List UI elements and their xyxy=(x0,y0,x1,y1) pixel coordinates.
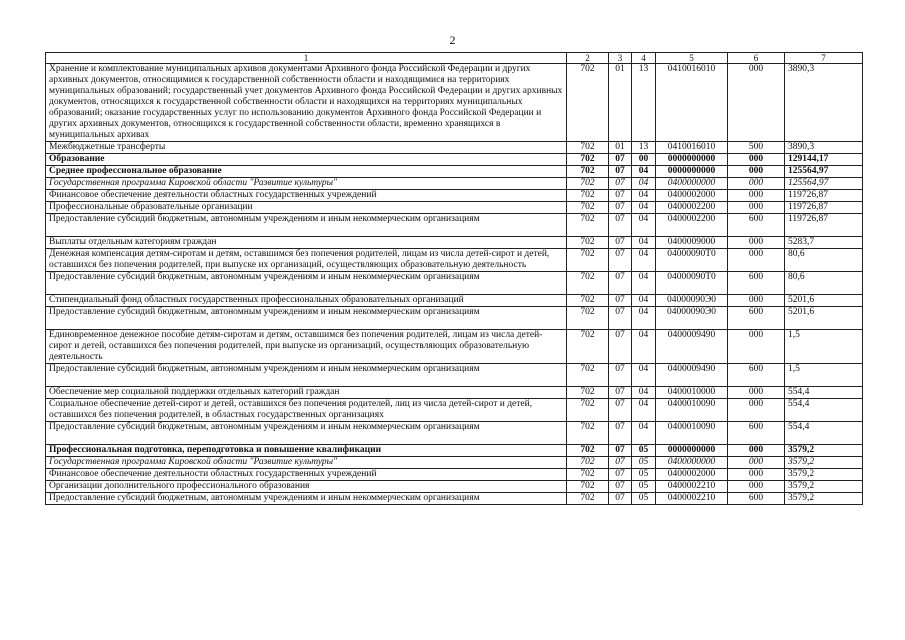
amount: 554,4 xyxy=(785,387,863,399)
column-header: 6 xyxy=(728,53,785,64)
column-header: 4 xyxy=(632,53,656,64)
item-name: Профессиональная подготовка, переподготовка и повышение квалификации xyxy=(46,445,567,457)
ministry-code: 702 xyxy=(567,64,609,142)
table-row xyxy=(46,237,863,249)
amount: 5283,7 xyxy=(785,237,863,249)
subsection-code: 05 xyxy=(632,481,656,493)
expense-type-code: 000 xyxy=(728,202,785,214)
target-article-code: 0400009490 xyxy=(656,330,728,364)
expense-type-code: 000 xyxy=(728,445,785,457)
section-code: 07 xyxy=(609,364,632,387)
section-code: 07 xyxy=(609,190,632,202)
target-article-code: 0400010000 xyxy=(656,387,728,399)
section-code: 07 xyxy=(609,307,632,330)
section-code: 07 xyxy=(609,399,632,422)
ministry-code: 702 xyxy=(567,445,609,457)
table-row xyxy=(46,364,863,387)
ministry-code: 702 xyxy=(567,399,609,422)
target-article-code: 0400002210 xyxy=(656,493,728,505)
table-row xyxy=(46,178,863,190)
subsection-code: 05 xyxy=(632,445,656,457)
table-row xyxy=(46,190,863,202)
column-header: 5 xyxy=(656,53,728,64)
amount: 80,6 xyxy=(785,272,863,295)
target-article-code: 04000090Э0 xyxy=(656,307,728,330)
target-article-code: 0410016010 xyxy=(656,64,728,142)
expense-type-code: 000 xyxy=(728,295,785,307)
amount: 119726,87 xyxy=(785,202,863,214)
target-article-code: 0400002200 xyxy=(656,202,728,214)
amount: 1,5 xyxy=(785,364,863,387)
column-header: 3 xyxy=(609,53,632,64)
ministry-code: 702 xyxy=(567,422,609,445)
table-row xyxy=(46,469,863,481)
target-article-code: 0400002210 xyxy=(656,481,728,493)
ministry-code: 702 xyxy=(567,307,609,330)
expense-type-code: 600 xyxy=(728,214,785,237)
amount: 129144,17 xyxy=(785,154,863,166)
subsection-code: 04 xyxy=(632,166,656,178)
item-name: Денежная компенсация детям-сиротам и детям, оставшимся без попечения родителей, лицам из числа детей-сирот и детей, оставшихся без попечения родителей, при выпуске их организаций, осуществляющих образовательную деятельность xyxy=(46,249,567,272)
section-code: 07 xyxy=(609,469,632,481)
subsection-code: 00 xyxy=(632,154,656,166)
amount: 554,4 xyxy=(785,422,863,445)
section-code: 07 xyxy=(609,481,632,493)
section-code: 07 xyxy=(609,249,632,272)
item-name: Межбюджетные трансферты xyxy=(46,142,567,154)
target-article-code: 0400002200 xyxy=(656,214,728,237)
table-row xyxy=(46,64,863,142)
subsection-code: 04 xyxy=(632,364,656,387)
section-code: 07 xyxy=(609,214,632,237)
subsection-code: 13 xyxy=(632,64,656,142)
table-row xyxy=(46,481,863,493)
ministry-code: 702 xyxy=(567,178,609,190)
target-article-code: 0410016010 xyxy=(656,142,728,154)
expense-type-code: 600 xyxy=(728,364,785,387)
target-article-code: 0400002000 xyxy=(656,469,728,481)
section-code: 07 xyxy=(609,202,632,214)
target-article-code: 0400000000 xyxy=(656,457,728,469)
subsection-code: 05 xyxy=(632,493,656,505)
ministry-code: 702 xyxy=(567,481,609,493)
expense-type-code: 600 xyxy=(728,493,785,505)
ministry-code: 702 xyxy=(567,272,609,295)
target-article-code: 04000090Э0 xyxy=(656,295,728,307)
item-name: Хранение и комплектование муниципальных архивов документами Архивного фонда Российской Федерации и других архивных документов, относящимися к государственной собственности области и находящимися на территориях муниципальных образований; государственный учет документов Архивного фонда Российской Федерации и других архивных документов, относящихся к государственной собственности области и находящихся на территориях муниципальных образований; оказание государственных услуг по использованию документов Архивного фонда Российской Федерации и других архивных документов, относящихся к государственной собственности области, временно хранящихся в муниципальных архивах xyxy=(46,64,567,142)
amount: 3579,2 xyxy=(785,445,863,457)
section-code: 07 xyxy=(609,295,632,307)
subsection-code: 05 xyxy=(632,469,656,481)
table-row xyxy=(46,154,863,166)
column-header: 1 xyxy=(46,53,567,64)
section-code: 07 xyxy=(609,457,632,469)
section-code: 07 xyxy=(609,154,632,166)
amount: 5201,6 xyxy=(785,307,863,330)
table-row xyxy=(46,330,863,364)
expense-type-code: 000 xyxy=(728,64,785,142)
expense-type-code: 000 xyxy=(728,469,785,481)
target-article-code: 0400002000 xyxy=(656,190,728,202)
budget-table xyxy=(45,52,863,505)
ministry-code: 702 xyxy=(567,364,609,387)
amount: 3579,2 xyxy=(785,457,863,469)
section-code: 07 xyxy=(609,166,632,178)
subsection-code: 04 xyxy=(632,399,656,422)
item-name: Государственная программа Кировской области "Развитие культуры" xyxy=(46,178,567,190)
amount: 5201,6 xyxy=(785,295,863,307)
item-name: Предоставление субсидий бюджетным, автономным учреждениям и иным некоммерческим организациям xyxy=(46,272,567,295)
table-body xyxy=(46,64,863,505)
expense-type-code: 000 xyxy=(728,399,785,422)
subsection-code: 04 xyxy=(632,422,656,445)
expense-type-code: 600 xyxy=(728,272,785,295)
table-row xyxy=(46,272,863,295)
page-number: 2 xyxy=(449,33,456,47)
table-row xyxy=(46,445,863,457)
target-article-code: 0400000000 xyxy=(656,178,728,190)
table-row xyxy=(46,214,863,237)
amount: 3579,2 xyxy=(785,469,863,481)
target-article-code: 0400009490 xyxy=(656,364,728,387)
ministry-code: 702 xyxy=(567,202,609,214)
item-name: Предоставление субсидий бюджетным, автономным учреждениям и иным некоммерческим организациям xyxy=(46,493,567,505)
item-name: Единовременное денежное пособие детям-сиротам и детям, оставшимся без попечения родителей, лицам из числа детей-сирот и детей, оставшихся без попечения родителей, при выпуске из организаций, осуществляющих образовательную деятельность xyxy=(46,330,567,364)
ministry-code: 702 xyxy=(567,214,609,237)
item-name: Предоставление субсидий бюджетным, автономным учреждениям и иным некоммерческим организациям xyxy=(46,364,567,387)
section-code: 07 xyxy=(609,237,632,249)
item-name: Образование xyxy=(46,154,567,166)
amount: 1,5 xyxy=(785,330,863,364)
table-row xyxy=(46,422,863,445)
target-article-code: 0400009000 xyxy=(656,237,728,249)
expense-type-code: 000 xyxy=(728,166,785,178)
ministry-code: 702 xyxy=(567,142,609,154)
ministry-code: 702 xyxy=(567,469,609,481)
item-name: Стипендиальный фонд областных государственных профессиональных образовательных организаций xyxy=(46,295,567,307)
table-row xyxy=(46,166,863,178)
amount: 80,6 xyxy=(785,249,863,272)
amount: 554,4 xyxy=(785,399,863,422)
ministry-code: 702 xyxy=(567,387,609,399)
expense-type-code: 000 xyxy=(728,249,785,272)
table-row xyxy=(46,457,863,469)
item-name: Среднее профессиональное образование xyxy=(46,166,567,178)
section-code: 07 xyxy=(609,422,632,445)
subsection-code: 05 xyxy=(632,457,656,469)
table-row xyxy=(46,399,863,422)
expense-type-code: 000 xyxy=(728,481,785,493)
ministry-code: 702 xyxy=(567,166,609,178)
item-name: Финансовое обеспечение деятельности областных государственных учреждений xyxy=(46,469,567,481)
expense-type-code: 000 xyxy=(728,237,785,249)
target-article-code: 0400010090 xyxy=(656,399,728,422)
item-name: Предоставление субсидий бюджетным, автономным учреждениям и иным некоммерческим организациям xyxy=(46,422,567,445)
expense-type-code: 000 xyxy=(728,154,785,166)
subsection-code: 04 xyxy=(632,178,656,190)
ministry-code: 702 xyxy=(567,457,609,469)
table-row xyxy=(46,295,863,307)
amount: 3890,3 xyxy=(785,142,863,154)
ministry-code: 702 xyxy=(567,330,609,364)
expense-type-code: 000 xyxy=(728,190,785,202)
item-name: Социальное обеспечение детей-сирот и детей, оставшихся без попечения родителей, лиц из числа детей-сирот и детей, оставшихся без попечения родителей, в областных государственных организациях xyxy=(46,399,567,422)
amount: 125564,97 xyxy=(785,178,863,190)
item-name: Обеспечение мер социальной поддержки отдельных категорий граждан xyxy=(46,387,567,399)
subsection-code: 04 xyxy=(632,249,656,272)
expense-type-code: 000 xyxy=(728,330,785,364)
target-article-code: 04000090Т0 xyxy=(656,249,728,272)
column-number-row xyxy=(46,53,863,64)
ministry-code: 702 xyxy=(567,237,609,249)
item-name: Государственная программа Кировской области "Развитие культуры" xyxy=(46,457,567,469)
ministry-code: 702 xyxy=(567,190,609,202)
target-article-code: 0000000000 xyxy=(656,154,728,166)
amount: 119726,87 xyxy=(785,190,863,202)
expense-type-code: 500 xyxy=(728,142,785,154)
expense-type-code: 000 xyxy=(728,457,785,469)
item-name: Организации дополнительного профессионального образования xyxy=(46,481,567,493)
item-name: Предоставление субсидий бюджетным, автономным учреждениям и иным некоммерческим организациям xyxy=(46,307,567,330)
expense-type-code: 600 xyxy=(728,307,785,330)
table-row xyxy=(46,387,863,399)
table-row xyxy=(46,142,863,154)
subsection-code: 04 xyxy=(632,190,656,202)
item-name: Профессиональные образовательные организации xyxy=(46,202,567,214)
ministry-code: 702 xyxy=(567,154,609,166)
section-code: 07 xyxy=(609,272,632,295)
item-name: Выплаты отдельным категориям граждан xyxy=(46,237,567,249)
subsection-code: 04 xyxy=(632,387,656,399)
subsection-code: 13 xyxy=(632,142,656,154)
table-row xyxy=(46,493,863,505)
target-article-code: 0000000000 xyxy=(656,445,728,457)
section-code: 01 xyxy=(609,142,632,154)
subsection-code: 04 xyxy=(632,330,656,364)
item-name: Предоставление субсидий бюджетным, автономным учреждениям и иным некоммерческим организациям xyxy=(46,214,567,237)
subsection-code: 04 xyxy=(632,307,656,330)
section-code: 07 xyxy=(609,493,632,505)
table-row xyxy=(46,249,863,272)
expense-type-code: 000 xyxy=(728,387,785,399)
amount: 3579,2 xyxy=(785,481,863,493)
target-article-code: 04000090Т0 xyxy=(656,272,728,295)
section-code: 07 xyxy=(609,330,632,364)
section-code: 07 xyxy=(609,178,632,190)
subsection-code: 04 xyxy=(632,272,656,295)
expense-type-code: 600 xyxy=(728,422,785,445)
item-name: Финансовое обеспечение деятельности областных государственных учреждений xyxy=(46,190,567,202)
subsection-code: 04 xyxy=(632,214,656,237)
section-code: 07 xyxy=(609,387,632,399)
amount: 3579,2 xyxy=(785,493,863,505)
target-article-code: 0400010090 xyxy=(656,422,728,445)
column-header: 2 xyxy=(567,53,609,64)
subsection-code: 04 xyxy=(632,202,656,214)
ministry-code: 702 xyxy=(567,249,609,272)
ministry-code: 702 xyxy=(567,295,609,307)
table-row xyxy=(46,202,863,214)
amount: 119726,87 xyxy=(785,214,863,237)
table-row xyxy=(46,307,863,330)
amount: 3890,3 xyxy=(785,64,863,142)
amount: 125564,97 xyxy=(785,166,863,178)
subsection-code: 04 xyxy=(632,237,656,249)
ministry-code: 702 xyxy=(567,493,609,505)
expense-type-code: 000 xyxy=(728,178,785,190)
section-code: 01 xyxy=(609,64,632,142)
column-header: 7 xyxy=(785,53,863,64)
subsection-code: 04 xyxy=(632,295,656,307)
section-code: 07 xyxy=(609,445,632,457)
target-article-code: 0000000000 xyxy=(656,166,728,178)
